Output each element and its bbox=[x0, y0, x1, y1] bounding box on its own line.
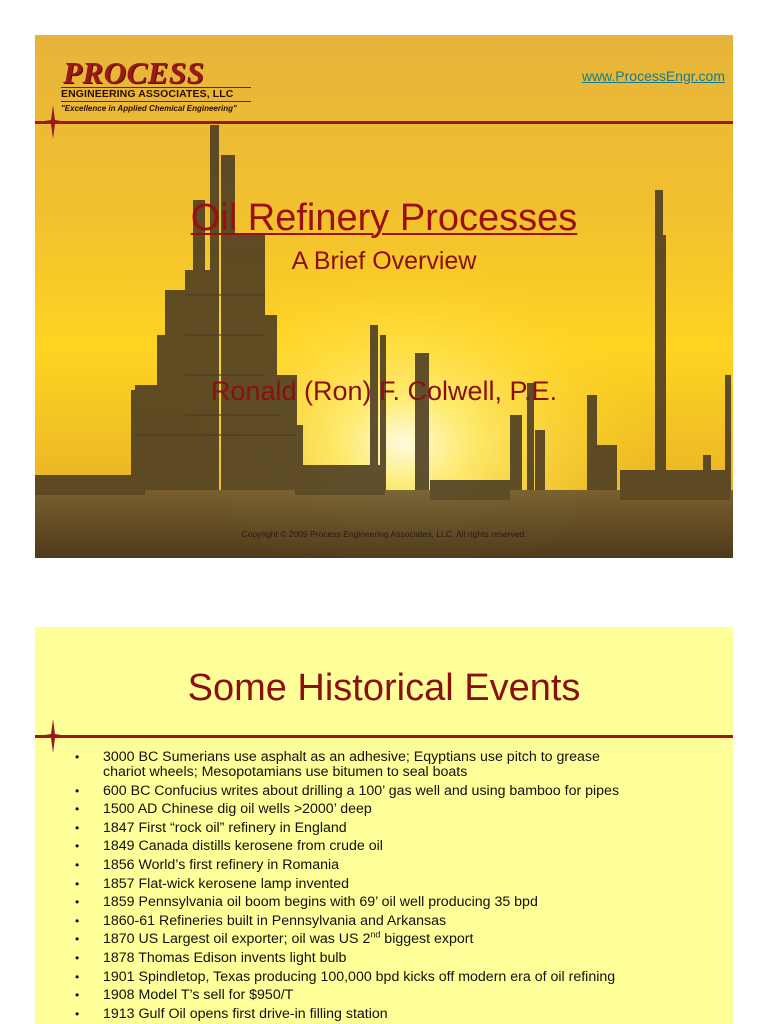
list-item: • 1847 First “rock oil” refinery in England bbox=[75, 821, 715, 836]
sparkle-star-icon bbox=[38, 105, 68, 139]
list-item: • 1913 Gulf Oil opens first drive-in filling station bbox=[75, 1007, 715, 1022]
website-link[interactable]: www.ProcessEngr.com bbox=[581, 68, 725, 84]
title-slide bbox=[35, 35, 733, 558]
list-item: • 1908 Model T’s sell for $950/T bbox=[75, 988, 715, 1003]
list-item: • 1878 Thomas Edison invents light bulb bbox=[75, 951, 715, 966]
logo-name: PROCESS bbox=[63, 55, 205, 90]
logo-tagline: "Excellence in Applied Chemical Engineering" bbox=[61, 104, 237, 113]
presenter-name: Ronald (Ron) F. Colwell, P.E. bbox=[210, 376, 558, 406]
header-divider bbox=[35, 735, 733, 738]
presentation-subtitle: A Brief Overview bbox=[291, 247, 477, 275]
list-item: • 1857 Flat-wick kerosene lamp invented bbox=[75, 877, 715, 892]
copyright-notice: Copyright © 2009 Process Engineering Associates, LLC. All rights reserved. bbox=[241, 529, 527, 539]
list-item: • 1859 Pennsylvania oil boom begins with 69’ oil well producing 35 bpd bbox=[75, 895, 715, 910]
refinery-background-image bbox=[35, 35, 733, 558]
presentation-title: Oil Refinery Processes bbox=[190, 197, 578, 239]
logo-subname: ENGINEERING ASSOCIATES, LLC bbox=[61, 87, 251, 102]
header-divider bbox=[35, 121, 733, 124]
list-item: • 1870 US Largest oil exporter; oil was US 2nd biggest export bbox=[75, 932, 715, 947]
list-item: • 3000 BC Sumerians use asphalt as an adhesive; Eqyptians use pitch to grease chariot wheels; Mesopotamians use bitumen to seal boats bbox=[75, 750, 715, 780]
list-item: • 1856 World’s first refinery in Romania bbox=[75, 858, 715, 873]
list-item: • 600 BC Confucius writes about drilling a 100’ gas well and using bamboo for pipes bbox=[75, 784, 715, 799]
list-item: • 1849 Canada distills kerosene from crude oil bbox=[75, 839, 715, 854]
events-list bbox=[75, 750, 715, 1024]
list-item: • 1901 Spindletop, Texas producing 100,000 bpd kicks off modern era of oil refining bbox=[75, 970, 715, 985]
history-slide bbox=[35, 627, 733, 1024]
list-item: • 1860-61 Refineries built in Pennsylvania and Arkansas bbox=[75, 914, 715, 929]
list-item: • 1500 AD Chinese dig oil wells >2000’ deep bbox=[75, 802, 715, 817]
sparkle-star-icon bbox=[38, 719, 68, 753]
slide-heading: Some Historical Events bbox=[187, 667, 581, 709]
